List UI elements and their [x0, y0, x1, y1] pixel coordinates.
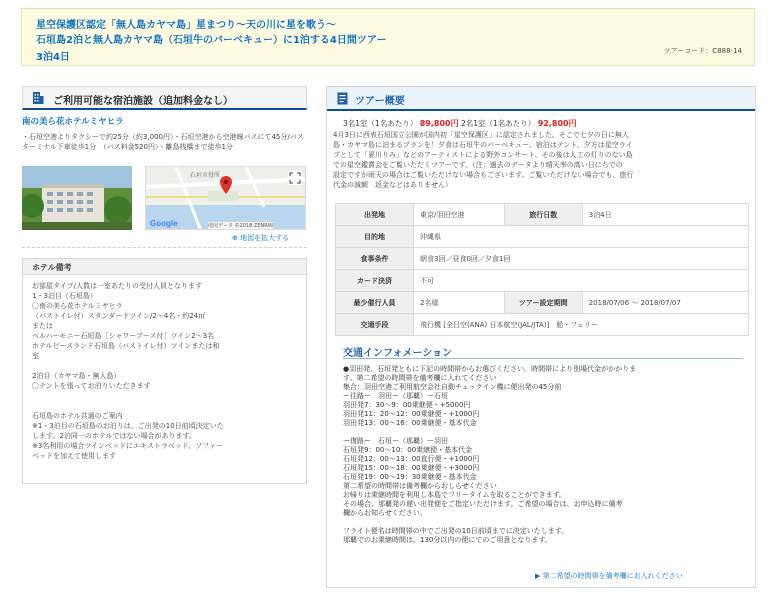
- hotel-notes-header: [23, 259, 306, 275]
- triangle-right-icon: ▶: [535, 572, 541, 580]
- traffic-line: す。第二希望の時間帯を備考欄に入れてください: [343, 374, 497, 382]
- traffic-line: [343, 428, 753, 437]
- destination-value: 沖縄県: [414, 226, 749, 248]
- notes-line: [32, 361, 300, 371]
- notes-line: 〇テントを張ってお泊りいただきます: [32, 382, 151, 390]
- departure-value: 東京/羽田空港: [414, 204, 505, 226]
- second-choice-label: 第二希望の時間帯を備考欄にお入れください: [542, 572, 683, 580]
- traffic-line: 那覇でのお乗継時間は、130分以内の便にてのご用意となります。: [343, 536, 552, 544]
- traffic-line: その場合、那覇発の遅い出発便をご指定いただけます。ご希望の場合は、お申込時に備考: [343, 500, 623, 508]
- min-participants-label: 最少催行人員: [336, 292, 414, 314]
- description-line: 島・カヤマ島に泊まるプランを！夕食は石垣牛のバーベキュー、宿泊はテント、夕方は星空ライ: [333, 141, 633, 149]
- enlarge-map-link[interactable]: [232, 233, 289, 243]
- hotel-notes-box: [22, 258, 307, 484]
- hotel-name-link[interactable]: 南の美ら花ホテルミヤヒラ: [22, 117, 124, 127]
- notes-line: 2泊目（カヤマ島・無人島）: [32, 372, 121, 380]
- hotel-photo: [22, 166, 132, 230]
- notes-line: 〇南の美ら花ホテルミヤヒラ: [32, 302, 123, 310]
- notes-line: （バストイレ付）スタンダードツイン/2～4名・約24㎡: [32, 312, 206, 320]
- traffic-info-body: [343, 365, 753, 545]
- notes-line: ホテルピースランド石垣島（バストイレ付）ツインまたは和: [32, 342, 220, 350]
- tour-description: [333, 130, 751, 190]
- map-pin-icon: [220, 176, 232, 194]
- table-row: [336, 248, 749, 270]
- hotel-notes-body: [32, 281, 300, 461]
- tour-code: ツアーコード：C888-14: [663, 47, 742, 55]
- description-line: ブとして「夏川りみ」などのアーティストによる野外コンサート、その後は人工の灯りのない島: [333, 151, 633, 159]
- map-credit: 地図データ ©2018 ZENRIN: [208, 223, 273, 229]
- transport-label: 交通手段: [336, 314, 414, 336]
- notes-line: ベッドを加えて使用します: [32, 452, 116, 460]
- table-row: [336, 314, 749, 336]
- meals-value: 朝食3回／昼食0回／夕食1回: [414, 248, 749, 270]
- period-value: 2018/07/06 ～ 2018/07/07: [582, 292, 748, 314]
- description-line: での星空鑑賞会をご覧いただくツアーです。（注：過去のデータより晴天率の高い日にちでの: [333, 161, 623, 169]
- notes-line: または: [32, 322, 53, 330]
- notes-line: ※3名利用の場合ツインベッドにエキストラベッド、ソファー: [32, 442, 224, 450]
- tour-outline-header: [327, 87, 755, 111]
- traffic-divider: [343, 358, 743, 359]
- traffic-line: ー復路ー 石垣ー（那覇）ー羽田: [343, 437, 448, 445]
- hotel-section-title: ご利用可能な宿泊施設（追加料金なし）: [53, 96, 233, 107]
- traffic-line: 第二希望の時間帯は備考欄からおしらせください: [343, 482, 497, 490]
- traffic-line: お帰りは乗継時間を利用し本島でフリータイムを取ることができます。: [343, 491, 567, 499]
- notes-line: [32, 391, 300, 401]
- traffic-line: 欄からお知らせください。: [343, 509, 427, 517]
- traffic-line: 石垣発9：00～10：00乗継便・基本代金: [343, 446, 473, 454]
- notes-line: ベルハーモニー石垣島［シャワーブース付］ツイン2～3名: [32, 332, 215, 340]
- min-participants-value: 2名様: [414, 292, 505, 314]
- building-icon: [31, 91, 45, 105]
- tour-outline-box: [326, 86, 756, 588]
- price-2-label: 2名1室（1名あたり）: [460, 119, 536, 128]
- traffic-line: フライト便名は時間帯の中でご出発の10日前頃までに決定いたします。: [343, 527, 569, 535]
- notes-line: 1・3泊目（石垣島）: [32, 292, 97, 300]
- table-row: [336, 204, 749, 226]
- notes-line: 室: [32, 352, 39, 360]
- traffic-line: 羽田発11：20～12：00乗継便・+1000円: [343, 410, 480, 418]
- period-label: ツアー設定期間: [504, 292, 582, 314]
- card-value: 不可: [414, 270, 749, 292]
- tour-title-banner: [21, 8, 755, 66]
- table-row: [336, 292, 749, 314]
- description-line: 4月3日に西表石垣国立公園が国内初「星空保護区」に認定されました。そこで七夕の日に無人: [333, 131, 629, 139]
- notes-line: 石垣島のホテル共通のご案内: [32, 412, 123, 420]
- traffic-line: ー往路ー 羽田ー（那覇）ー石垣: [343, 392, 448, 400]
- price-line: [343, 118, 577, 129]
- traffic-line: 石垣発15：00～18：00乗継便・+3000円: [343, 464, 480, 472]
- traffic-line: 集合：羽田空港ご利用航空会社自動チェックイン機に便出発の45分前: [343, 383, 562, 391]
- traffic-line: [343, 518, 753, 527]
- card-label: カード決済: [336, 270, 414, 292]
- description-line: 代金の減額 返金などはありません）: [333, 181, 452, 189]
- tour-outline-title: ツアー概要: [355, 96, 405, 107]
- notes-line: お部屋タイプ/人数は一室あたりの受付人員となります: [32, 282, 203, 290]
- google-logo: Google: [150, 219, 178, 228]
- tour-duration: 3泊4日: [36, 52, 70, 63]
- meals-label: 食事条件: [336, 248, 414, 270]
- map-place-label: 石垣市役所: [190, 172, 221, 179]
- hotel-notes-title: ホテル備考: [32, 263, 72, 272]
- traffic-line: 石垣発12：00～13：00直行便・+1000円: [343, 455, 480, 463]
- hotel-map[interactable]: [145, 166, 306, 230]
- hotel-section-header: [22, 86, 307, 110]
- notes-line: [32, 401, 300, 411]
- traffic-info-title: 交通インフォメーション: [343, 348, 453, 359]
- notes-line: ※1・3泊目の石垣島のお泊りは、ご出発の10日前頃決定いた: [32, 422, 224, 430]
- hotel-access-info: ・石垣空港よりタクシーで約25分（約3,000円）・石垣空港から空港線バスにて45分/バスターミナル下車徒歩1分 （バス料金520円）・離島桟橋まで徒歩1分: [22, 133, 304, 151]
- destination-label: 目的地: [336, 226, 414, 248]
- hotel-photo-image: [22, 166, 132, 230]
- description-line: 設定ですが雨天の場合はご覧いただけない場合もございます。ご覧いただけない場合でも、旅行: [333, 171, 634, 179]
- traffic-line: ●羽田発、石垣発ともに下記の時間帯からお選びください。時間帯により別場代金がかかりま: [343, 365, 637, 373]
- days-label: 旅行日数: [504, 204, 582, 226]
- price-3-label: 3名1室（1名あたり）: [343, 119, 418, 128]
- tour-title-line2: 石垣島2泊と無人島カヤマ島（石垣牛のバーベキュー）に1泊する4日間ツアー: [36, 35, 387, 46]
- enlarge-map-label: 地図を拡大する: [240, 234, 290, 242]
- price-3-value: 89,800円: [419, 119, 459, 128]
- fullscreen-icon[interactable]: [288, 171, 302, 185]
- traffic-line: 羽田発13：00～16：00乗継便・基本代金: [343, 419, 477, 427]
- tour-title-line1: 星空保護区認定「無人島カヤマ島」星まつり～天の川に星を歌う～: [36, 20, 336, 31]
- document-icon: [336, 92, 349, 105]
- days-value: 3泊4日: [582, 204, 748, 226]
- price-2-value: 92,800円: [537, 119, 577, 128]
- traffic-line: 石垣発19：00～19：30乗継便・基本代金: [343, 473, 477, 481]
- traffic-line: 羽田発7：30～9：00乗継便・+5000円: [343, 401, 471, 409]
- table-row: [336, 270, 749, 292]
- hotel-divider: [22, 247, 307, 248]
- notes-line: します。2泊同一のホテルではない場合があります。: [32, 432, 196, 440]
- transport-value: 飛行機 [全日空(ANA) 日本航空(JAL/JTA)] 船・フェリー: [414, 314, 749, 336]
- table-row: [336, 226, 749, 248]
- departure-label: 出発地: [336, 204, 414, 226]
- second-choice-link[interactable]: [535, 571, 683, 581]
- zoom-plus-icon: ⊕: [232, 234, 238, 242]
- tour-info-table: [335, 203, 749, 336]
